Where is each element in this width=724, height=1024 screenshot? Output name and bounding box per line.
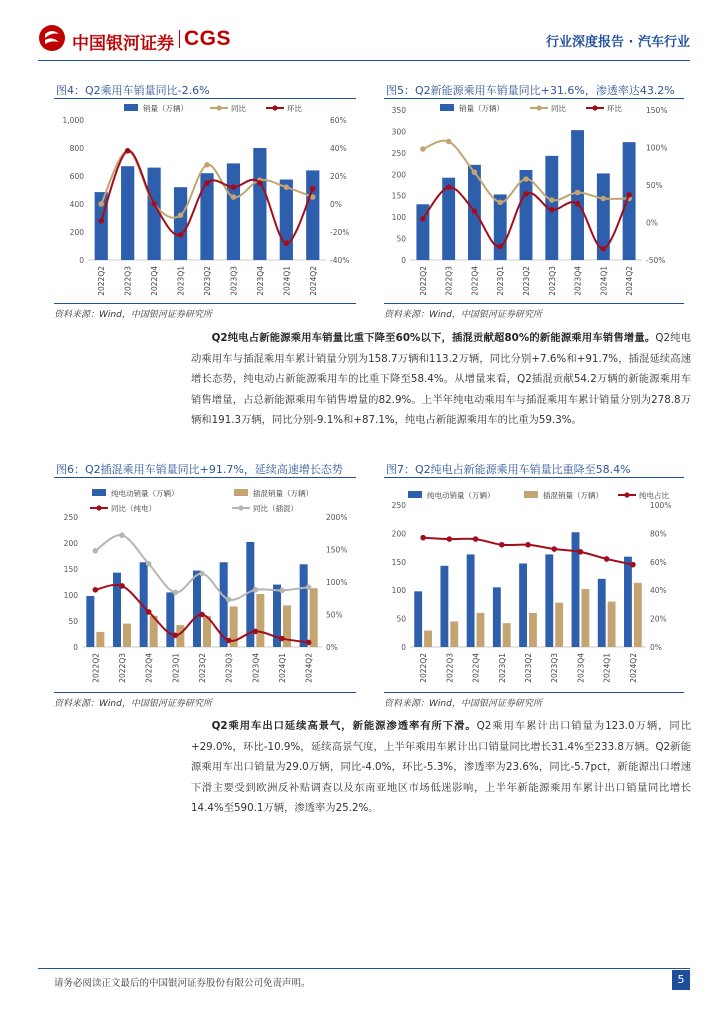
fig7-chart xyxy=(384,479,684,691)
fig6-legend-marker xyxy=(96,505,101,510)
fig4-bar xyxy=(200,173,213,260)
fig7-bar xyxy=(414,591,422,647)
fig4-series-point xyxy=(98,218,104,224)
fig6-series-point xyxy=(119,583,125,589)
fig7-right-tick-label: 0% xyxy=(650,643,662,652)
fig6-legend-label: 插混销量（万辆） xyxy=(253,489,313,498)
fig5-title: 图5：Q2新能源乘用车销量同比+31.6%，渗透率达43.2% xyxy=(386,84,675,97)
fig6-left-tick-label: 150 xyxy=(63,565,78,574)
paragraph-exports-lead: Q2乘用车出口延续高景气，新能源渗透率有所下滑。 xyxy=(211,720,477,732)
fig5-right-tick-label: 50% xyxy=(646,181,663,190)
fig7-legend-swatch xyxy=(408,491,422,498)
page-header xyxy=(38,24,690,58)
fig4-category-label: 2023Q3 xyxy=(229,266,239,296)
fig5-right-tick-label: -50% xyxy=(646,256,666,265)
fig4-series-point xyxy=(178,212,184,218)
fig6-series-point xyxy=(173,590,179,596)
fig6-category-label: 2024Q2 xyxy=(304,653,314,683)
fig6-bar xyxy=(113,573,121,647)
fig4-series-point xyxy=(310,186,316,192)
fig6-series-point xyxy=(253,587,259,593)
fig7-series-point xyxy=(420,535,426,541)
fig4-right-tick-label: 40% xyxy=(330,144,347,153)
fig6-series-point xyxy=(146,609,152,615)
fig6-left-tick-label: 200 xyxy=(63,539,78,548)
fig7-series-point xyxy=(447,536,453,542)
fig7-category-label: 2022Q4 xyxy=(471,653,481,683)
fig5-legend-swatch xyxy=(440,104,454,111)
fig6-series-point xyxy=(146,561,152,567)
paragraph-exports-body: Q2乘用车累计出口销量为123.0万辆，同比+29.0%，环比-10.9%，延续高景气度，上半年乘用车累计出口销量同比增长31.4%至233.8万辆。Q2新能源乘用车出口销量为29.0万辆，同比-4.0%，环比-5.3%，渗透率为23.6%，同比-5.7pct，新能源出口增速下滑主要受到欧洲反补贴调查以及东南亚地区市场低迷影响，上半年新能源乘用车累计出口销量同比增长14.4%至590.1万辆，渗透率为25.2%。 xyxy=(191,720,691,815)
fig6-series-point xyxy=(199,571,205,577)
fig5-category-label: 2022Q3 xyxy=(444,266,454,296)
fig6-bar xyxy=(300,564,308,647)
paragraph-ev-mix-body: Q2纯电动乘用车与插混乘用车累计销量分别为158.7万辆和113.2万辆，同比分别+7.6%和+91.7%，插混延续高速增长态势，纯电动占新能源乘用车的比重下降至58.4%。从增量来看，Q2插混贡献54.2万辆的新能源乘用车销售增量，占总新能源乘用车销售增量的82.9%。上半年纯电动乘用车与插混乘用车累计销量分别为278.8万辆和191.3万辆，同比分别-9.1%和+87.1%，纯电占新能源乘用车的比重为59.3%。 xyxy=(191,332,691,427)
fig5-bottom-rule xyxy=(384,303,684,304)
fig7-bar xyxy=(624,557,632,647)
fig7-legend-marker xyxy=(624,492,629,497)
fig5-series-point xyxy=(575,190,581,196)
fig4-series-point xyxy=(231,184,237,190)
fig5-category-label: 2023Q4 xyxy=(573,266,583,296)
fig4-series-point xyxy=(284,184,290,190)
report-type: 行业深度报告 xyxy=(545,35,624,50)
fig6-legend-label: 同比（插混） xyxy=(253,504,298,513)
fig5-legend-label: 销量（万辆） xyxy=(459,104,504,113)
fig6-right-tick-label: 50% xyxy=(326,610,343,620)
fig5-chart xyxy=(384,100,684,302)
fig7-series-point xyxy=(473,536,479,542)
fig6-series-point xyxy=(306,640,312,646)
fig5-legend-marker xyxy=(536,105,541,110)
fig5-series-point xyxy=(523,191,529,197)
fig6-bottom-rule xyxy=(54,692,356,693)
fig6-legend-marker xyxy=(238,505,243,510)
fig7-bar xyxy=(545,554,553,647)
fig5-left-tick-label: 100 xyxy=(391,213,406,223)
fig5-right-tick-label: 150% xyxy=(646,106,668,115)
fig5-left-tick-label: 350 xyxy=(391,106,406,115)
fig5-category-label: 2024Q1 xyxy=(599,266,609,296)
fig7-bar xyxy=(598,579,606,647)
fig4-bar xyxy=(174,187,187,260)
footer-disclaimer: 请务必阅读正文最后的中国银河证券股份有限公司免责声明。 xyxy=(54,978,311,989)
fig7-category-label: 2023Q1 xyxy=(497,653,507,683)
fig6-series-point xyxy=(93,587,99,593)
fig5-right-tick-label: 0% xyxy=(646,218,658,228)
fig6-left-tick-label: 250 xyxy=(63,513,78,522)
paragraph-ev-mix-lead: Q2纯电占新能源乘用车销量比重下降至60%以下，插混贡献超80%的新能源乘用车销售增量。 xyxy=(211,332,656,344)
fig7-bar xyxy=(467,554,475,647)
page-number: 5 xyxy=(672,970,690,990)
fig7-category-label: 2023Q4 xyxy=(576,653,586,683)
fig4-bar xyxy=(121,166,134,260)
fig7-series-point xyxy=(578,549,584,555)
fig7-bar xyxy=(440,566,448,647)
fig7-bar xyxy=(572,532,580,647)
footer-rule xyxy=(38,968,690,969)
fig7-bar xyxy=(493,587,501,647)
fig5-series-point xyxy=(472,208,478,214)
fig5-category-label: 2024Q2 xyxy=(625,266,635,296)
fig7-right-tick-label: 80% xyxy=(650,529,667,539)
fig5-source: 资料来源：Wind，中国银河证券研究所 xyxy=(384,310,542,320)
fig7-bar xyxy=(503,623,511,647)
fig7-title-rule xyxy=(384,477,684,478)
fig6-right-tick-label: 100% xyxy=(326,578,348,587)
fig7-category-label: 2024Q1 xyxy=(602,653,612,683)
fig5-category-label: 2023Q1 xyxy=(496,266,506,296)
fig5-series-point xyxy=(446,184,452,190)
fig7-category-label: 2023Q2 xyxy=(524,653,533,683)
fig7-series-point xyxy=(630,562,636,568)
fig5-legend-label: 同比 xyxy=(551,104,566,113)
fig6-legend-swatch xyxy=(234,489,248,496)
header-separator: · xyxy=(628,35,634,50)
fig4-chart xyxy=(54,100,356,302)
fig4-right-tick-label: 20% xyxy=(330,172,347,181)
fig6-category-label: 2023Q2 xyxy=(198,653,207,683)
fig6-series-point xyxy=(173,633,179,639)
fig5-series-point xyxy=(601,246,607,252)
fig4-series-point xyxy=(231,194,237,200)
fig7-bottom-rule xyxy=(384,692,684,693)
fig6-left-tick-label: 50 xyxy=(68,617,78,626)
fig6-right-tick-label: 200% xyxy=(326,513,348,522)
fig7-right-tick-label: 60% xyxy=(650,557,667,567)
fig5-series-point xyxy=(497,199,503,205)
fig6-series-point xyxy=(93,548,99,554)
fig7-bar xyxy=(608,602,616,647)
fig4-bar xyxy=(280,180,293,261)
fig5-left-tick-label: 250 xyxy=(391,148,406,158)
fig4-right-tick-label: -40% xyxy=(330,256,350,265)
fig4-title: 图4：Q2乘用车销量同比-2.6% xyxy=(56,84,210,97)
fig6-chart xyxy=(54,479,356,691)
fig6-left-tick-label: 0 xyxy=(73,643,78,652)
fig7-series-point xyxy=(525,542,531,548)
fig4-legend-marker xyxy=(216,105,221,110)
fig5-series-point xyxy=(549,207,555,213)
fig5-series-point xyxy=(626,192,632,198)
fig4-bottom-rule xyxy=(54,303,356,304)
fig6-bar xyxy=(86,596,94,647)
fig7-bar xyxy=(477,613,485,647)
fig6-category-label: 2023Q1 xyxy=(171,653,181,683)
fig7-bar xyxy=(424,631,432,647)
fig7-title: 图7：Q2纯电占新能源乘用车销量比重降至58.4% xyxy=(386,463,631,476)
fig7-left-tick-label: 100 xyxy=(391,586,406,596)
paragraph-exports xyxy=(191,716,691,819)
fig6-category-label: 2022Q2 xyxy=(91,653,101,683)
fig5-left-tick-label: 300 xyxy=(391,127,406,137)
fig5-title-rule xyxy=(384,98,684,99)
fig4-legend-label: 同比 xyxy=(231,104,246,113)
fig6-series-point xyxy=(199,612,205,618)
fig7-series-point xyxy=(551,546,557,552)
fig6-series-point xyxy=(226,597,232,603)
fig4-category-label: 2022Q3 xyxy=(123,266,133,296)
fig4-bar xyxy=(306,170,319,260)
company-name: 中国银河证券 xyxy=(72,34,174,54)
fig7-left-tick-label: 0 xyxy=(401,643,406,652)
fig7-bar xyxy=(529,613,537,647)
fig4-series-point xyxy=(98,201,104,207)
fig5-category-label: 2023Q2 xyxy=(522,266,531,296)
fig7-legend-swatch xyxy=(524,491,538,498)
fig7-bar xyxy=(555,603,563,647)
fig4-category-label: 2023Q2 xyxy=(203,266,212,296)
fig7-left-tick-label: 250 xyxy=(391,501,406,510)
fig7-legend-label: 纯电占比 xyxy=(639,491,669,500)
fig4-series-point xyxy=(284,240,290,246)
fig7-series-line xyxy=(423,538,633,565)
fig4-title-rule xyxy=(54,98,356,99)
fig5-category-label: 2022Q4 xyxy=(470,266,480,296)
fig4-series-point xyxy=(204,162,210,168)
fig5-left-tick-label: 50 xyxy=(396,234,406,244)
fig6-bar xyxy=(193,571,201,647)
fig4-right-tick-label: 60% xyxy=(330,116,347,125)
fig6-source: 资料来源：Wind，中国银河证券研究所 xyxy=(54,699,212,709)
paragraph-ev-mix xyxy=(191,328,691,431)
fig6-category-label: 2024Q1 xyxy=(278,653,287,683)
fig7-series-point xyxy=(499,542,505,548)
fig7-source: 资料来源：Wind，中国银河证券研究所 xyxy=(384,699,542,709)
fig7-bar xyxy=(581,589,589,647)
fig7-category-label: 2024Q2 xyxy=(628,653,638,683)
fig5-series-point xyxy=(575,201,581,207)
fig5-series-point xyxy=(549,197,555,203)
fig4-category-label: 2024Q2 xyxy=(308,266,318,296)
fig6-series-point xyxy=(279,636,285,642)
fig7-bar xyxy=(450,621,458,647)
fig4-category-label: 2022Q2 xyxy=(97,266,107,296)
fig5-series-point xyxy=(601,196,607,202)
report-category xyxy=(546,31,690,50)
fig7-right-tick-label: 40% xyxy=(650,586,667,596)
fig4-series-point xyxy=(125,148,131,154)
fig6-bar xyxy=(310,588,318,647)
fig6-category-label: 2022Q3 xyxy=(118,653,127,683)
fig6-bar xyxy=(166,592,174,647)
fig6-series-point xyxy=(253,629,259,635)
cgs-logo-icon xyxy=(38,24,66,52)
brand-name: CGS xyxy=(184,27,232,50)
fig6-category-label: 2022Q4 xyxy=(144,653,154,683)
fig7-legend-label: 插混销量（万辆） xyxy=(543,491,603,500)
fig6-bar xyxy=(256,594,264,647)
fig6-title-rule xyxy=(54,477,356,478)
fig7-right-tick-label: 20% xyxy=(650,614,667,624)
fig4-legend-label: 环比 xyxy=(287,104,302,113)
fig5-series-point xyxy=(420,146,426,152)
fig5-bar xyxy=(520,170,533,260)
fig7-bar xyxy=(519,564,527,647)
fig6-bar xyxy=(123,624,131,647)
fig6-legend-swatch xyxy=(92,489,106,496)
fig7-left-tick-label: 200 xyxy=(391,529,406,539)
fig4-left-tick-label: 600 xyxy=(69,172,84,181)
fig4-bar xyxy=(148,168,161,260)
fig4-left-tick-label: 400 xyxy=(69,200,84,209)
fig4-left-tick-label: 1,000 xyxy=(62,116,84,125)
fig5-left-tick-label: 150 xyxy=(391,191,406,201)
logo-divider xyxy=(179,30,180,48)
fig5-legend-label: 环比 xyxy=(607,104,622,113)
fig6-series-point xyxy=(226,638,232,644)
fig4-right-tick-label: -20% xyxy=(330,228,350,237)
fig4-bar xyxy=(227,163,240,260)
fig6-series-point xyxy=(279,588,285,594)
fig5-legend-marker xyxy=(592,105,597,110)
fig7-category-label: 2023Q3 xyxy=(550,653,560,683)
fig6-category-label: 2023Q3 xyxy=(224,653,234,683)
fig6-left-tick-label: 100 xyxy=(63,591,78,600)
fig7-left-tick-label: 150 xyxy=(391,557,406,567)
fig4-category-label: 2024Q1 xyxy=(282,266,292,296)
fig4-legend-label: 销量（万辆） xyxy=(143,104,188,113)
fig7-series-point xyxy=(604,556,610,562)
fig4-category-label: 2023Q4 xyxy=(255,266,265,296)
fig7-right-tick-label: 100% xyxy=(650,501,672,510)
fig5-series-point xyxy=(497,244,503,250)
fig6-legend-label: 同比（纯电） xyxy=(111,504,156,513)
fig5-left-tick-label: 200 xyxy=(391,170,406,180)
fig4-category-label: 2023Q1 xyxy=(176,266,186,296)
fig4-left-tick-label: 0 xyxy=(79,256,84,265)
fig5-left-tick-label: 0 xyxy=(401,256,406,265)
fig6-bar xyxy=(96,632,104,647)
fig4-left-tick-label: 200 xyxy=(69,228,84,237)
fig5-series-point xyxy=(446,139,452,145)
fig7-category-label: 2022Q2 xyxy=(419,653,429,683)
fig4-series-point xyxy=(151,201,157,207)
fig4-source: 资料来源：Wind，中国银河证券研究所 xyxy=(54,310,212,320)
fig6-right-tick-label: 0% xyxy=(326,643,338,652)
fig4-legend-swatch xyxy=(124,104,138,111)
fig4-bar xyxy=(253,148,266,260)
fig6-category-label: 2023Q4 xyxy=(251,653,261,683)
fig4-legend-marker xyxy=(272,105,277,110)
fig7-legend-label: 纯电动销量（万辆） xyxy=(427,491,495,500)
fig5-series-point xyxy=(523,176,529,182)
header-rule xyxy=(38,60,690,61)
fig6-legend-label: 纯电动销量（万辆） xyxy=(111,489,179,498)
fig6-series-point xyxy=(119,532,125,538)
fig5-series-point xyxy=(420,216,426,222)
fig5-category-label: 2023Q3 xyxy=(547,266,557,296)
industry-name: 汽车行业 xyxy=(637,35,690,50)
fig4-category-label: 2022Q4 xyxy=(150,266,160,296)
fig6-title: 图6：Q2插混乘用车销量同比+91.7%，延续高速增长态势 xyxy=(56,463,343,476)
fig6-right-tick-label: 150% xyxy=(326,545,348,555)
fig4-series-point xyxy=(257,180,263,186)
fig4-left-tick-label: 800 xyxy=(69,144,84,153)
fig5-right-tick-label: 100% xyxy=(646,143,668,153)
fig7-category-label: 2022Q3 xyxy=(445,653,455,683)
fig7-bar xyxy=(634,583,642,647)
fig4-right-tick-label: 0% xyxy=(330,200,342,209)
fig5-category-label: 2022Q2 xyxy=(418,266,428,296)
fig4-series-point xyxy=(204,180,210,186)
fig7-left-tick-label: 50 xyxy=(396,614,406,624)
fig6-series-point xyxy=(306,584,312,590)
fig5-series-point xyxy=(472,169,478,175)
fig4-series-point xyxy=(178,232,184,238)
